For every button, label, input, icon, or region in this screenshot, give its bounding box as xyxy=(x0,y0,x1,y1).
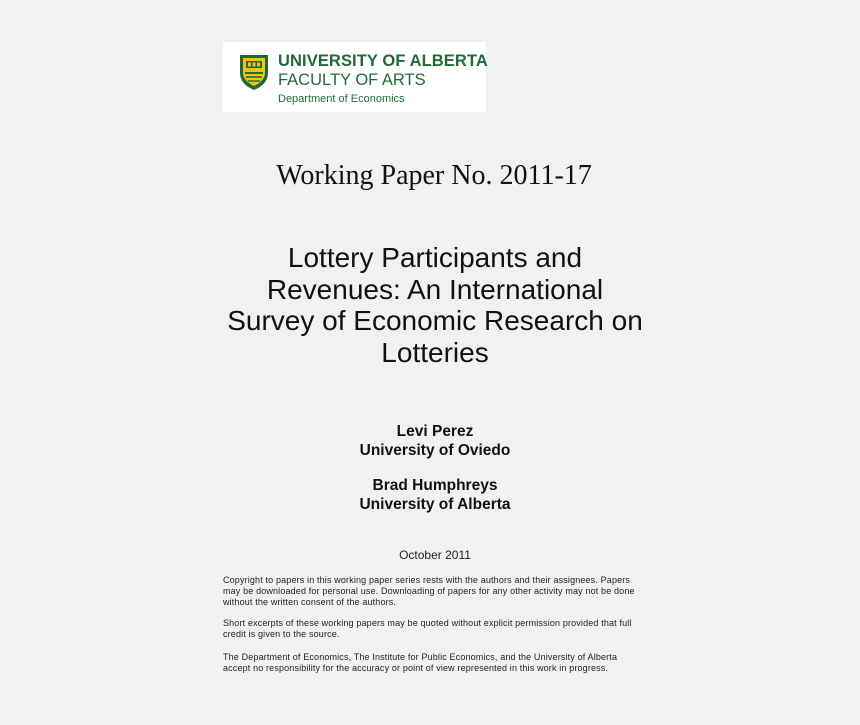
copyright-notice: Copyright to papers in this working paper series rests with the authors and their assignees. Papers may be downloaded for personal use. Downloading of papers for any other activity may not be done without the written consent of the authors. xyxy=(223,575,635,607)
working-paper-number: Working Paper No. 2011-17 xyxy=(276,160,592,191)
disclaimer-notice: The Department of Economics, The Institute for Public Economics, and the University of Alberta accept no responsibility for the accuracy or point of view represented in this work in progress. xyxy=(223,652,618,673)
university-logo xyxy=(223,42,486,112)
author-name: Brad Humphreys xyxy=(372,477,498,494)
title-line: Lottery Participants and xyxy=(287,242,583,273)
title-line: Survey of Economic Research on xyxy=(227,305,643,336)
author-name: Levi Perez xyxy=(396,423,474,440)
logo-university-name: UNIVERSITY OF ALBERTA xyxy=(278,52,488,70)
excerpt-notice: Short excerpts of these working papers may be quoted without explicit permission provided that full credit is given to the source. xyxy=(223,618,632,639)
author-block xyxy=(0,422,860,460)
author-block xyxy=(0,476,860,514)
author-affiliation: University of Oviedo xyxy=(359,442,511,459)
paper-title xyxy=(220,242,650,368)
logo-department-name: Department of Economics xyxy=(278,93,405,105)
title-line: Revenues: An International xyxy=(266,273,604,305)
title-line: Lotteries xyxy=(381,336,489,368)
logo-faculty-name: FACULTY OF ARTS xyxy=(278,71,426,89)
publication-date: October 2011 xyxy=(399,548,471,562)
university-crest-icon xyxy=(238,53,270,91)
author-affiliation: University of Alberta xyxy=(359,496,511,513)
